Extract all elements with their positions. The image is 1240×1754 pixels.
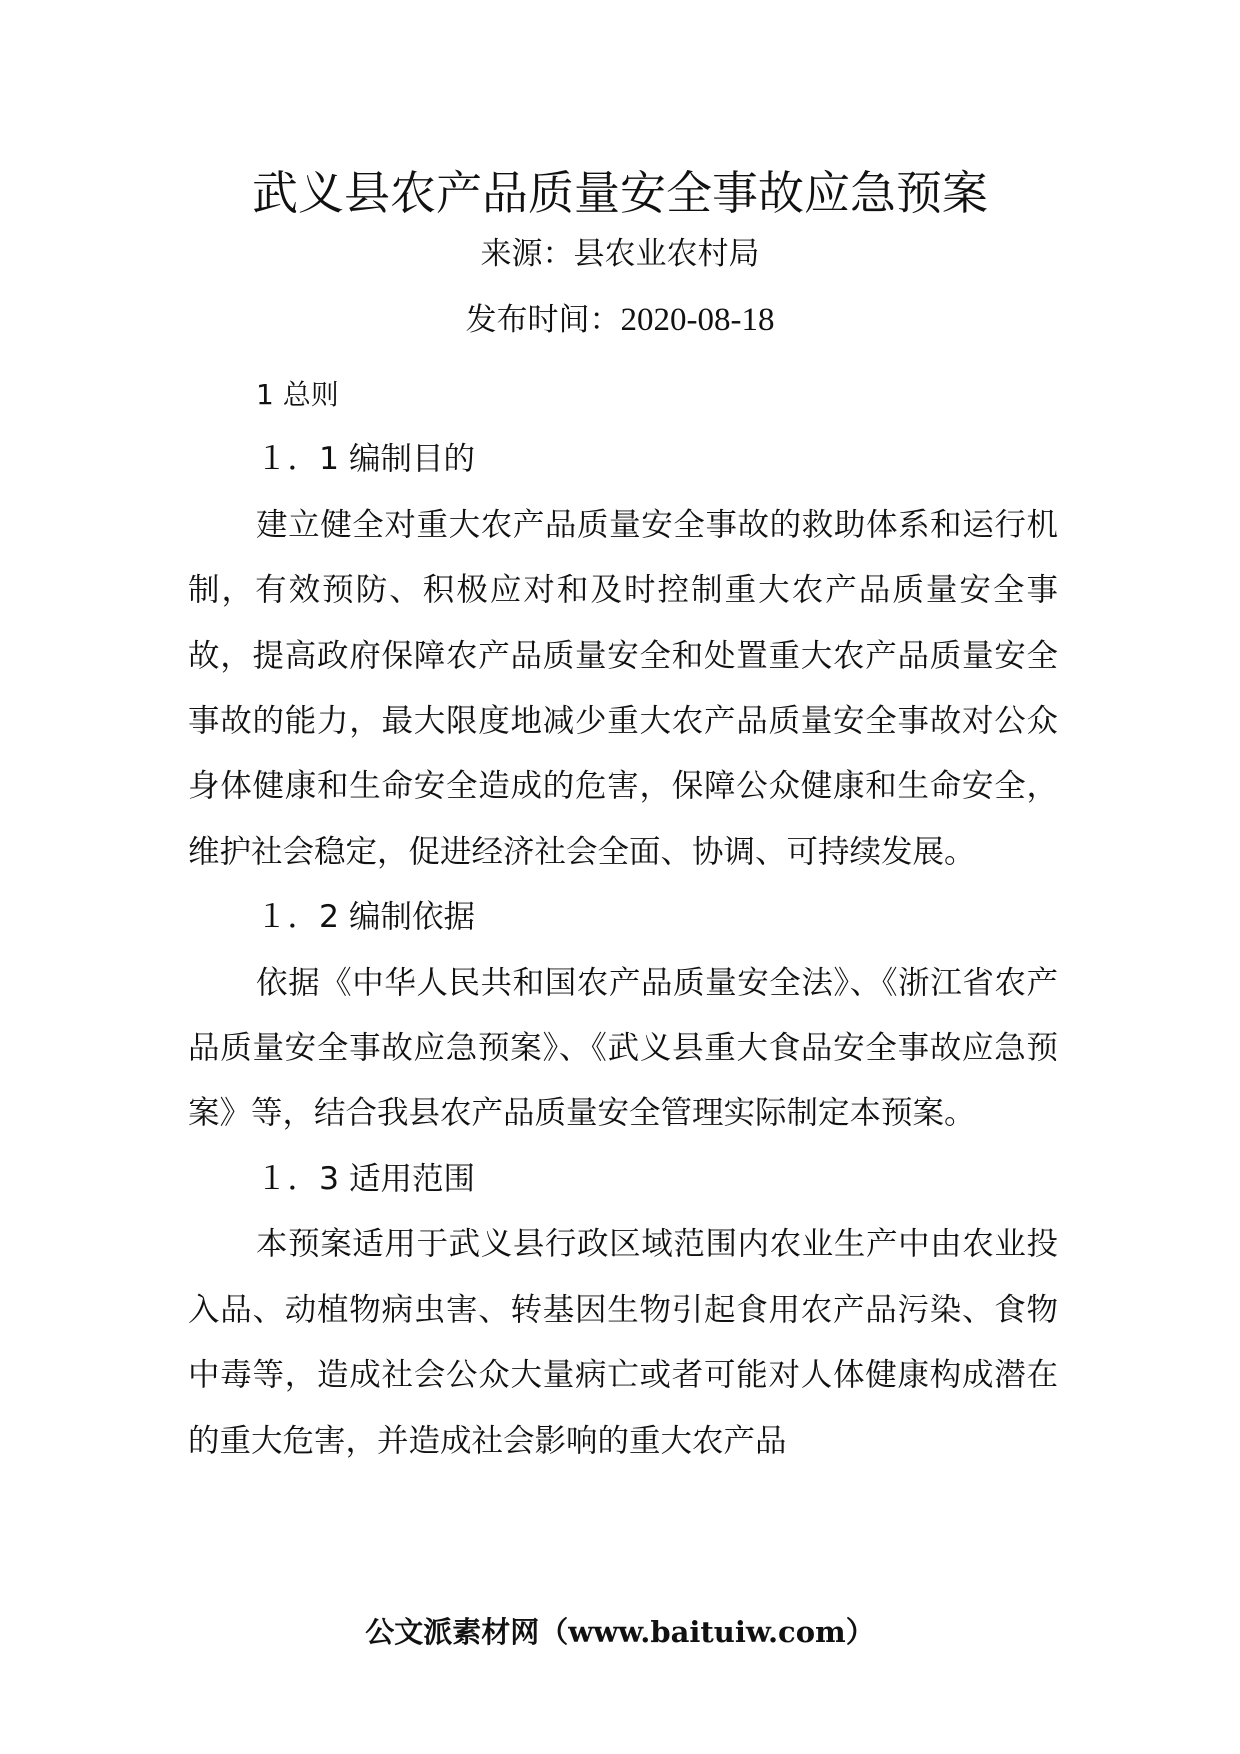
- footer-watermark: 公文派素材网（www.baituiw.com）: [365, 1615, 875, 1649]
- publish-date-value: 2020-08-18: [620, 302, 775, 338]
- paragraph-basis: 依据《中华人民共和国农产品质量安全法》、《浙江省农产品质量安全事故应急预案》、《武义县重大食品安全事故应急预案》等，结合我县农产品质量安全管理实际制定本预案。: [188, 964, 1058, 1132]
- subsection-heading-purpose: １．1 编制目的: [256, 441, 476, 478]
- publish-date-line: [0, 298, 1240, 342]
- publish-date-label: 发布时间：: [465, 302, 621, 338]
- section-heading-general: 1 总则: [256, 378, 339, 411]
- subsection-heading-basis: １．2 编制依据: [256, 899, 476, 936]
- subsection-heading-scope: １．3 适用范围: [256, 1160, 476, 1197]
- document-source: 来源：县农业农村局: [480, 236, 760, 272]
- document-title: 武义县农产品质量安全事故应急预案: [252, 166, 988, 220]
- paragraph-purpose: 建立健全对重大农产品质量安全事故的救助体系和运行机制，有效预防、积极应对和及时控制重大农产品质量安全事故，提高政府保障农产品质量安全和处置重大农产品质量安全事故的能力，最大限度地减少重大农产品质量安全事故对公众身体健康和生命安全造成的危害，保障公众健康和生命安全，维护社会稳定，促进经济社会全面、协调、可持续发展。: [188, 506, 1058, 870]
- paragraph-scope: 本预案适用于武义县行政区域范围内农业生产中由农业投入品、动植物病虫害、转基因生物引起食用农产品污染、食物中毒等，造成社会公众大量病亡或者可能对人体健康构成潜在的重大危害，并造成社会影响的重大农产品: [188, 1226, 1058, 1459]
- document-body: [188, 362, 1058, 1474]
